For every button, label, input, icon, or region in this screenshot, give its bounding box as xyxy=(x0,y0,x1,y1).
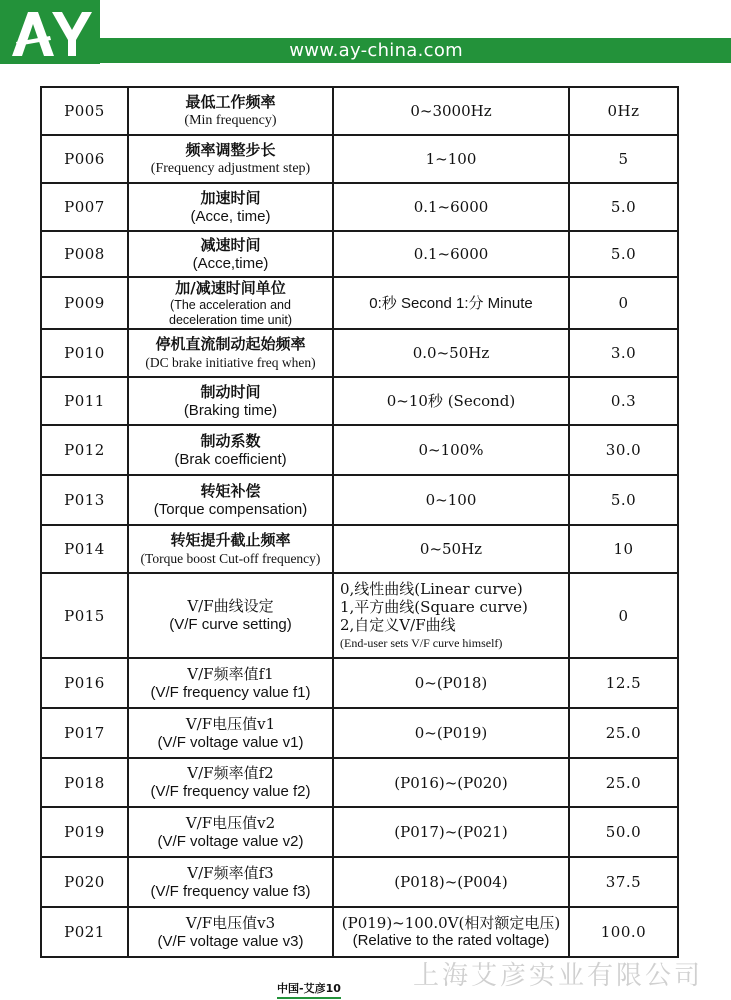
table-row xyxy=(41,573,678,658)
param-code: P017 xyxy=(41,708,128,758)
parameter-table xyxy=(40,86,679,958)
param-name: V/F电压值v1 (V/F voltage value v1) xyxy=(128,708,333,758)
table-row xyxy=(41,277,678,329)
param-default: 5.0 xyxy=(569,475,678,525)
param-name: 加/减速时间单位 (The acceleration and deceleration time unit) xyxy=(128,277,333,329)
param-default: 100.0 xyxy=(569,907,678,957)
param-range: 0,线性曲线(Linear curve) 1,平方曲线(Square curve) 2,自定义V/F曲线 (End-user sets V/F curve himself) xyxy=(333,573,569,658)
param-range: (P017)~(P021) xyxy=(333,807,569,857)
table-row xyxy=(41,475,678,525)
table-row xyxy=(41,87,678,135)
param-range: 0:秒 Second 1:分 Minute xyxy=(333,277,569,329)
param-range: 0.0~50Hz xyxy=(333,329,569,377)
param-default: 25.0 xyxy=(569,708,678,758)
param-code: P013 xyxy=(41,475,128,525)
ay-logo xyxy=(0,0,100,64)
table-row xyxy=(41,231,678,277)
param-default: 0 xyxy=(569,573,678,658)
param-name: 转矩提升截止频率 (Torque boost Cut-off frequency) xyxy=(128,525,333,573)
param-default: 5 xyxy=(569,135,678,183)
param-name: V/F频率值f3 (V/F frequency value f3) xyxy=(128,857,333,907)
param-default: 5.0 xyxy=(569,231,678,277)
param-code: P020 xyxy=(41,857,128,907)
table-row xyxy=(41,329,678,377)
param-default: 0 xyxy=(569,277,678,329)
param-name: V/F曲线设定 (V/F curve setting) xyxy=(128,573,333,658)
table-row xyxy=(41,658,678,708)
param-range: 0.1~6000 xyxy=(333,183,569,231)
param-range: 0~50Hz xyxy=(333,525,569,573)
param-name: 频率调整步长 (Frequency adjustment step) xyxy=(128,135,333,183)
param-code: P016 xyxy=(41,658,128,708)
param-name: 减速时间 (Acce,time) xyxy=(128,231,333,277)
param-name: V/F电压值v2 (V/F voltage value v2) xyxy=(128,807,333,857)
param-default: 0.3 xyxy=(569,377,678,425)
param-name: V/F频率值f2 (V/F frequency value f2) xyxy=(128,758,333,807)
param-default: 12.5 xyxy=(569,658,678,708)
param-range: 0~100% xyxy=(333,425,569,475)
param-range: 0~3000Hz xyxy=(333,87,569,135)
table-row xyxy=(41,807,678,857)
param-range: (P016)~(P020) xyxy=(333,758,569,807)
ay-logo-icon xyxy=(6,6,94,58)
param-range: 0~10秒 (Second) xyxy=(333,377,569,425)
param-code: P009 xyxy=(41,277,128,329)
param-code: P005 xyxy=(41,87,128,135)
param-default: 5.0 xyxy=(569,183,678,231)
param-range: 0~100 xyxy=(333,475,569,525)
param-code: P018 xyxy=(41,758,128,807)
param-name: 转矩补偿 (Torque compensation) xyxy=(128,475,333,525)
param-name: 加速时间 (Acce, time) xyxy=(128,183,333,231)
param-name: 制动系数 (Brak coefficient) xyxy=(128,425,333,475)
param-default: 0Hz xyxy=(569,87,678,135)
table-row xyxy=(41,708,678,758)
param-range: 0~(P019) xyxy=(333,708,569,758)
param-code: P015 xyxy=(41,573,128,658)
param-name: V/F频率值f1 (V/F frequency value f1) xyxy=(128,658,333,708)
param-default: 30.0 xyxy=(569,425,678,475)
param-code: P014 xyxy=(41,525,128,573)
param-default: 10 xyxy=(569,525,678,573)
page-header xyxy=(0,0,731,64)
param-code: P008 xyxy=(41,231,128,277)
param-default: 37.5 xyxy=(569,857,678,907)
table-row xyxy=(41,907,678,957)
param-range: (P019)~100.0V(相对额定电压) (Relative to the rated voltage) xyxy=(333,907,569,957)
table-row xyxy=(41,135,678,183)
website-url[interactable]: www.ay-china.com xyxy=(289,40,463,61)
param-code: P011 xyxy=(41,377,128,425)
param-code: P006 xyxy=(41,135,128,183)
param-default: 3.0 xyxy=(569,329,678,377)
table-row xyxy=(41,377,678,425)
param-range: 0.1~6000 xyxy=(333,231,569,277)
table-row xyxy=(41,857,678,907)
table-row xyxy=(41,525,678,573)
param-range: 0~(P018) xyxy=(333,658,569,708)
table-row xyxy=(41,183,678,231)
param-default: 50.0 xyxy=(569,807,678,857)
table-row xyxy=(41,758,678,807)
param-range: (P018)~(P004) xyxy=(333,857,569,907)
param-name: 制动时间 (Braking time) xyxy=(128,377,333,425)
param-name: V/F电压值v3 (V/F voltage value v3) xyxy=(128,907,333,957)
param-code: P019 xyxy=(41,807,128,857)
param-code: P007 xyxy=(41,183,128,231)
page-footer-label: 中国-艾彦10 xyxy=(277,982,341,995)
table-row xyxy=(41,425,678,475)
company-watermark: 上海艾彦实业有限公司 xyxy=(412,961,703,991)
param-code: P012 xyxy=(41,425,128,475)
param-default: 25.0 xyxy=(569,758,678,807)
param-name: 停机直流制动起始频率 (DC brake initiative freq when) xyxy=(128,329,333,377)
param-range: 1~100 xyxy=(333,135,569,183)
param-name: 最低工作频率 (Min frequency) xyxy=(128,87,333,135)
param-code: P021 xyxy=(41,907,128,957)
param-code: P010 xyxy=(41,329,128,377)
